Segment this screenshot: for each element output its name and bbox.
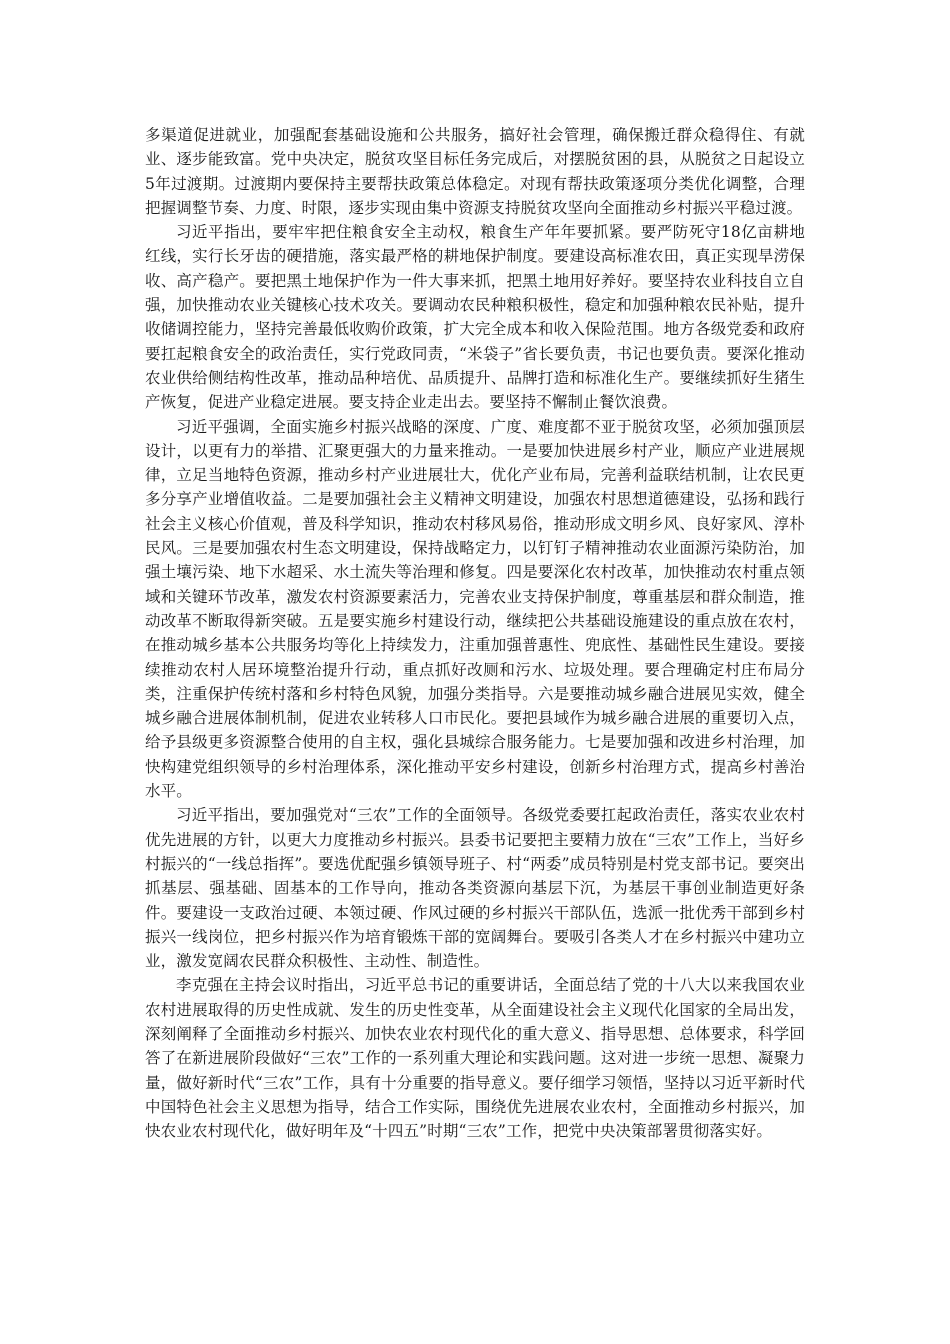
paragraph-5: 李克强在主持会议时指出，习近平总书记的重要讲话，全面总结了党的十八大以来我国农业农村进展取得的历史性成就、发生的历史性变革，从全面建设社会主义现代化国家的全局出发，深刻阐释了全面推动乡村振兴、加快农业农村现代化的重大意义、指导思想、总体要求，科学回答了在新进展阶段做好“三农”工作的一系列重大理论和实践问题。这对进一步统一思想、凝聚力量，做好新时代“三农”工作，具有十分重要的指导意义。要仔细学习领悟，坚持以习近平新时代中国特色社会主义思想为指导，结合工作实际，围绕优先进展农业农村，全面推动乡村振兴，加快农业农村现代化，做好明年及“十四五”时期“三农”工作，把党中央决策部署贯彻落实好。 <box>145 976 805 1141</box>
paragraph-1: 多渠道促进就业，加强配套基础设施和公共服务，搞好社会管理，确保搬迁群众稳得住、有就业、逐步能致富。党中央决定，脱贫攻坚目标任务完成后，对摆脱贫困的县，从脱贫之日起设立5年过渡期。过渡期内要保持主要帮扶政策总体稳定。对现有帮扶政策逐项分类优化调整，合理把握调整节奏、力度、时限，逐步实现由集中资源支持脱贫攻坚向全面推动乡村振兴平稳过渡。 <box>145 126 805 217</box>
document-body <box>145 123 805 1143</box>
paragraph-3: 习近平强调，全面实施乡村振兴战略的深度、广度、难度都不亚于脱贫攻坚，必须加强顶层设计，以更有力的举措、汇聚更强大的力量来推动。一是要加快进展乡村产业，顺应产业进展规律，立足当地特色资源，推动乡村产业进展壮大，优化产业布局，完善利益联结机制，让农民更多分享产业增值收益。二是要加强社会主义精神文明建设，加强农村思想道德建设，弘扬和践行社会主义核心价值观，普及科学知识，推动农村移风易俗，推动形成文明乡风、良好家风、淳朴民风。三是要加强农村生态文明建设，保持战略定力，以钉钉子精神推动农业面源污染防治，加强土壤污染、地下水超采、水土流失等治理和修复。四是要深化农村改革，加快推动农村重点领域和关键环节改革，激发农村资源要素活力，完善农业支持保护制度，尊重基层和群众制造，推动改革不断取得新突破。五是要实施乡村建设行动，继续把公共基础设施建设的重点放在农村，在推动城乡基本公共服务均等化上持续发力，注重加强普惠性、兜底性、基础性民生建设。要接续推动农村人居环境整治提升行动，重点抓好改厕和污水、垃圾处理。要合理确定村庄布局分类，注重保护传统村落和乡村特色风貌，加强分类指导。六是要推动城乡融合进展见实效，健全城乡融合进展体制机制，促进农业转移人口市民化。要把县域作为城乡融合进展的重要切入点，给予县级更多资源整合使用的自主权，强化县城综合服务能力。七是要加强和改进乡村治理，加快构建党组织领导的乡村治理体系，深化推动平安乡村建设，创新乡村治理方式，提高乡村善治水平。 <box>145 417 805 801</box>
paragraph-2: 习近平指出，要牢牢把住粮食安全主动权，粮食生产年年要抓紧。要严防死守18亿亩耕地红线，实行长牙齿的硬措施，落实最严格的耕地保护制度。要建设高标准农田，真正实现旱涝保收、高产稳产。要把黑土地保护作为一件大事来抓，把黑土地用好养好。要坚持农业科技自立自强，加快推动农业关键核心技术攻关。要调动农民种粮积极性，稳定和加强种粮农民补贴，提升收储调控能力，坚持完善最低收购价政策，扩大完全成本和收入保险范围。地方各级党委和政府要扛起粮食安全的政治责任，实行党政同责，“米袋子”省长要负责，书记也要负责。要深化推动农业供给侧结构性改革，推动品种培优、品质提升、品牌打造和标准化生产。要继续抓好生猪生产恢复，促进产业稳定进展。要支持企业走出去。要坚持不懈制止餐饮浪费。 <box>145 223 805 412</box>
paragraph-4: 习近平指出，要加强党对“三农”工作的全面领导。各级党委要扛起政治责任，落实农业农村优先进展的方针，以更大力度推动乡村振兴。县委书记要把主要精力放在“三农”工作上，当好乡村振兴的“一线总指挥”。要选优配强乡镇领导班子、村“两委”成员特别是村党支部书记。要突出抓基层、强基础、固基本的工作导向，推动各类资源向基层下沉，为基层干事创业制造更好条件。要建设一支政治过硬、本领过硬、作风过硬的乡村振兴干部队伍，选派一批优秀干部到乡村振兴一线岗位，把乡村振兴作为培育锻炼干部的宽阔舞台。要吸引各类人才在乡村振兴中建功立业，激发宽阔农民群众积极性、主动性、制造性。 <box>145 806 805 971</box>
